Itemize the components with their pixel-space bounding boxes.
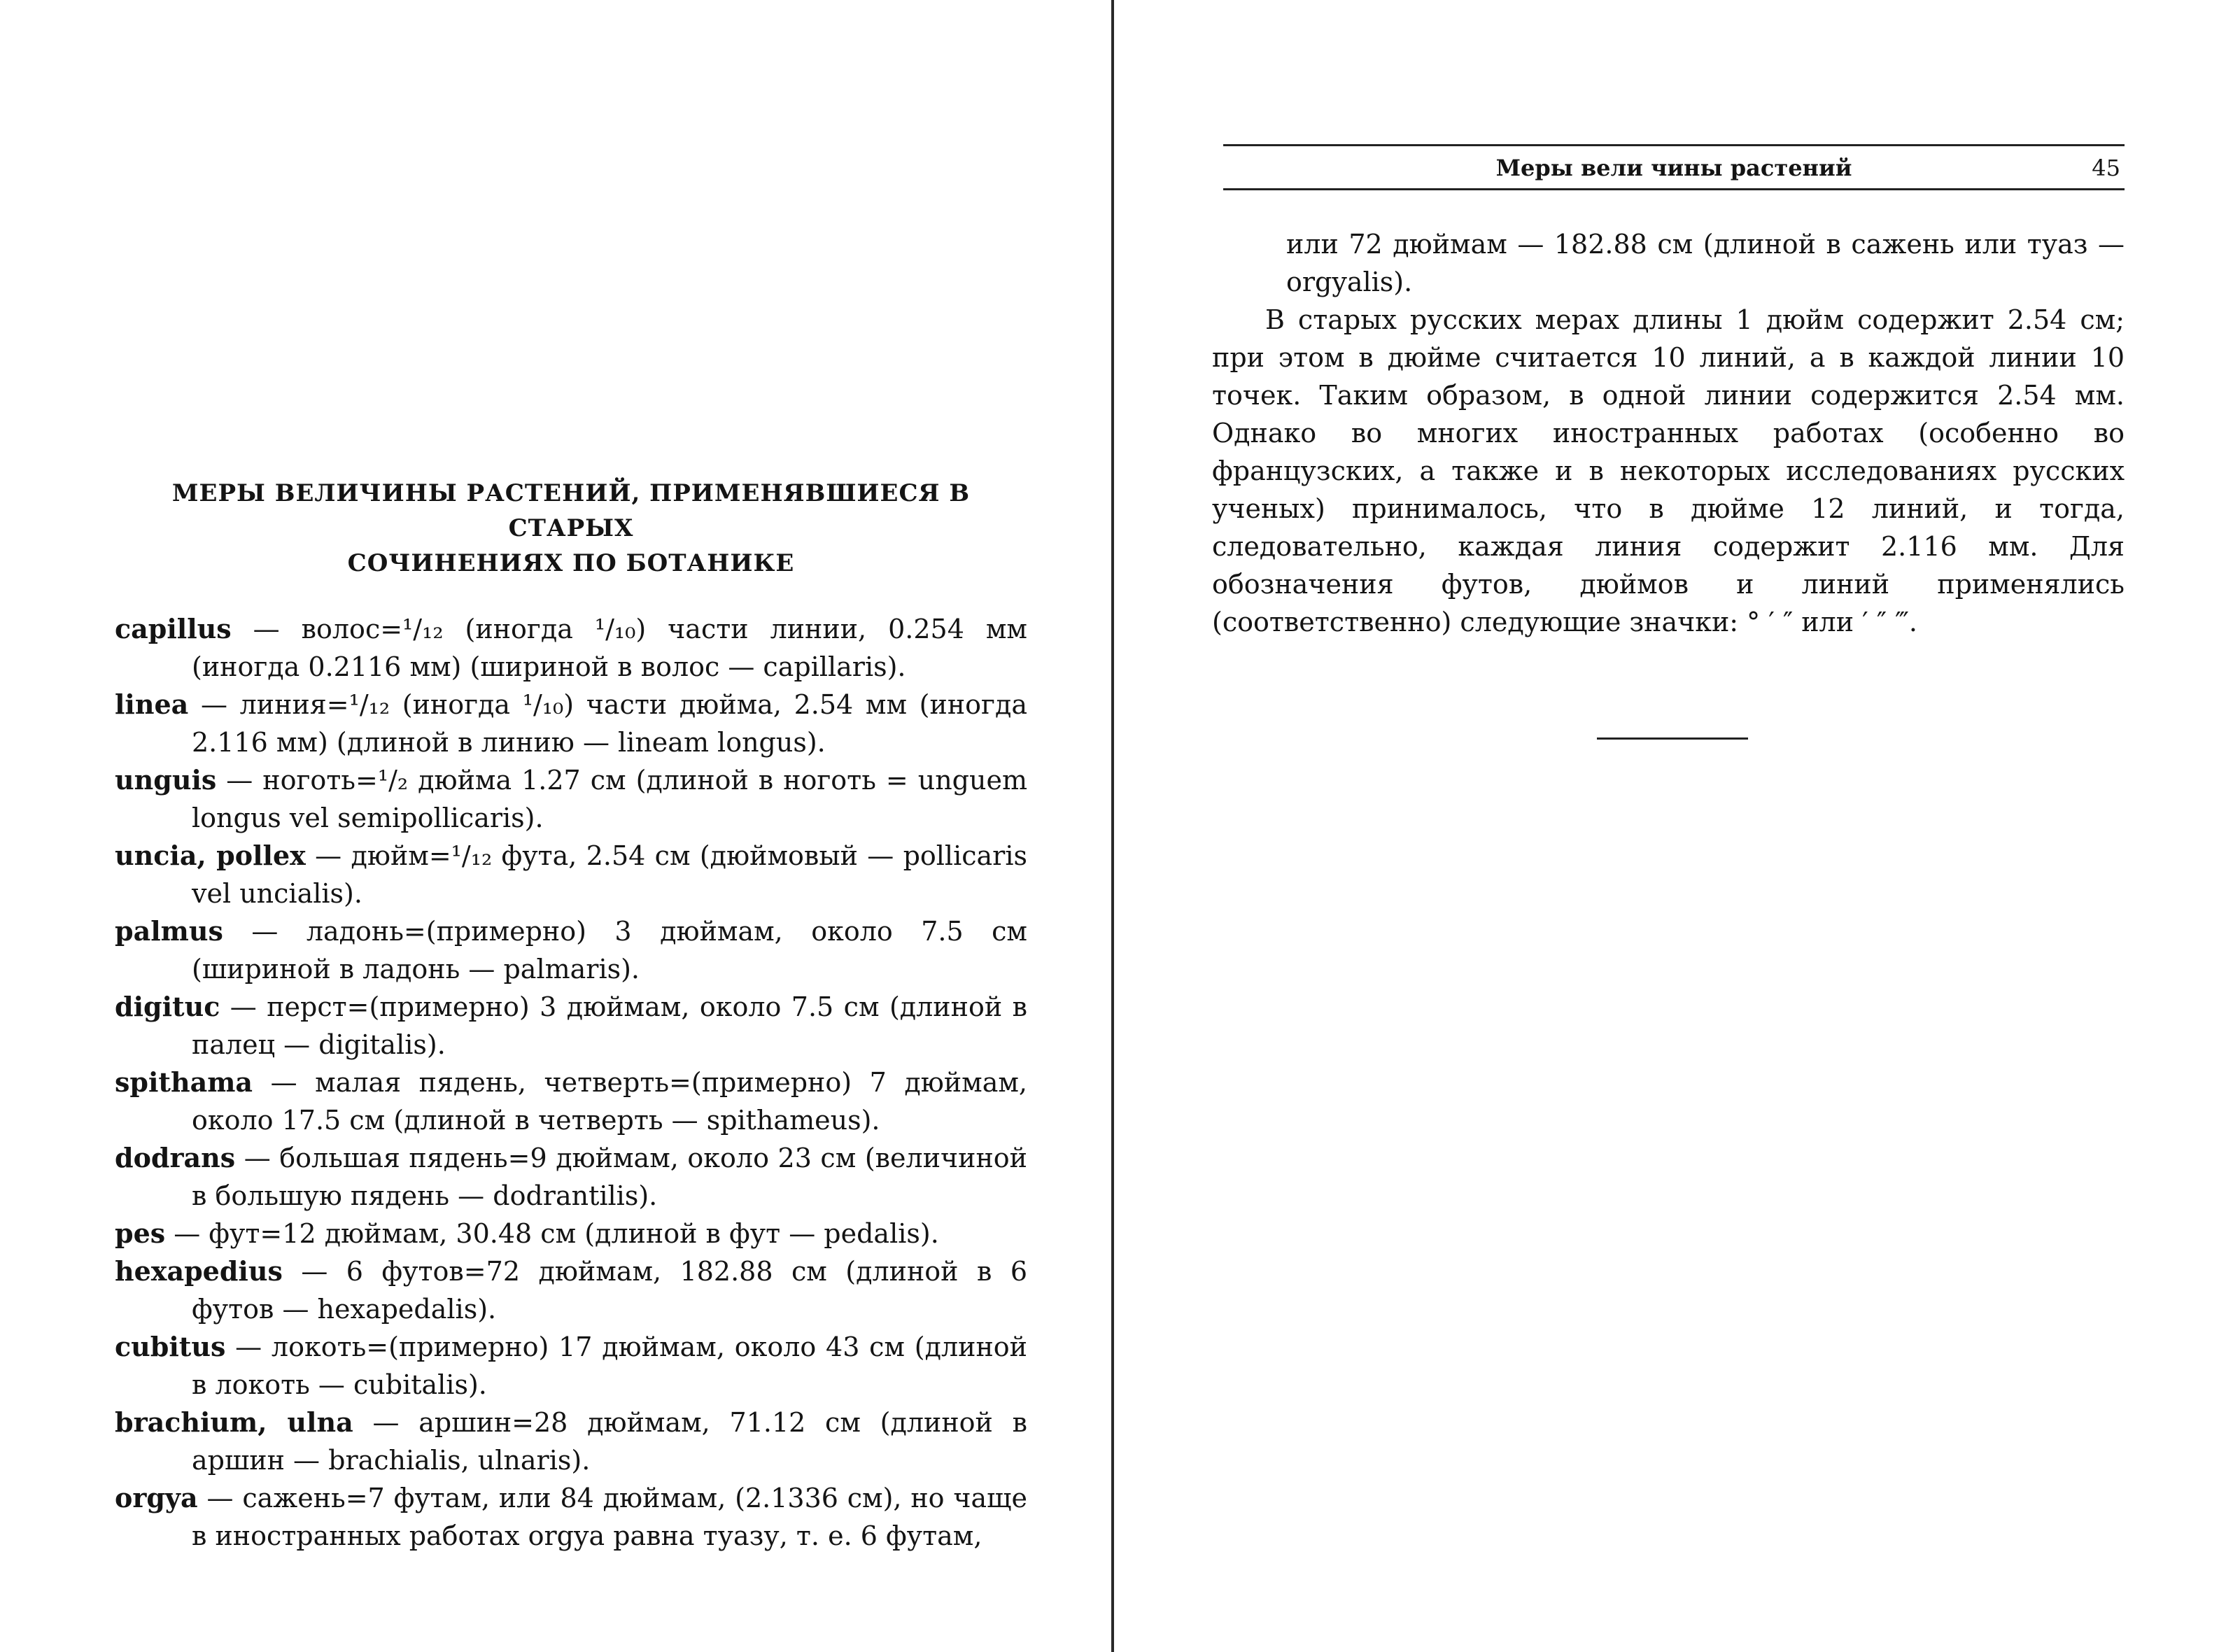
- list-item: [115, 837, 1027, 912]
- measures-list: [115, 610, 1027, 1555]
- right-page-body: [1212, 225, 2125, 641]
- list-item: [115, 1404, 1027, 1479]
- entry-term: capillus: [115, 613, 232, 644]
- running-title: Меры вели чины растений: [1495, 155, 1852, 181]
- entry-definition: — ноготь=¹/₂ дюйма 1.27 см (длиной в ноготь = unguem longus vel semipollicaris).: [192, 765, 1027, 833]
- list-item: [115, 761, 1027, 837]
- entry-term: hexapedius: [115, 1255, 283, 1287]
- list-item: [115, 1479, 1027, 1555]
- entry-term: digituc: [115, 991, 220, 1022]
- entry-definition: — дюйм=¹/₁₂ фута, 2.54 см (дюймовый — pollicaris vel uncialis).: [192, 840, 1027, 909]
- entry-definition: — волос=¹/₁₂ (иногда ¹/₁₀) части линии, 0.254 мм (иногда 0.2116 мм) (шириной в волос — capillaris).: [192, 614, 1027, 682]
- list-item: [115, 610, 1027, 686]
- entry-term: spithama: [115, 1066, 253, 1098]
- list-item: [115, 686, 1027, 761]
- page-number: 45: [2092, 155, 2120, 181]
- entry-definition: — ладонь=(примерно) 3 дюймам, около 7.5 см (шириной в ладонь — palmaris).: [192, 916, 1027, 984]
- entry-term: cubitus: [115, 1331, 226, 1362]
- entry-term: linea: [115, 689, 189, 720]
- list-item: [115, 1252, 1027, 1328]
- entry-definition: — сажень=7 футам, или 84 дюймам, (2.1336 см), но чаще в иностранных работах orgya равна туазу, т. е. 6 футам,: [192, 1483, 1027, 1551]
- list-item: [115, 988, 1027, 1064]
- chapter-title-line-1: МЕРЫ ВЕЛИЧИНЫ РАСТЕНИЙ, ПРИМЕНЯВШИЕСЯ В СТАРЫХ: [171, 479, 971, 542]
- entry-definition: — большая пядень=9 дюймам, около 23 см (величиной в большую пядень — dodrantilis).: [192, 1143, 1027, 1211]
- running-header: [1223, 144, 2125, 190]
- entry-term: uncia, pollex: [115, 840, 306, 871]
- chapter-title-line-2: СОЧИНЕНИЯХ ПО БОТАНИКЕ: [347, 549, 795, 577]
- list-item: [115, 1215, 1027, 1252]
- entry-definition: — малая пядень, четверть=(примерно) 7 дюймам, около 17.5 см (длиной в четверть — spithameus).: [192, 1067, 1027, 1136]
- list-item: [115, 912, 1027, 988]
- entry-definition: — 6 футов=72 дюймам, 182.88 см (длиной в 6 футов — hexapedalis).: [192, 1256, 1027, 1325]
- entry-definition: — линия=¹/₁₂ (иногда ¹/₁₀) части дюйма, 2.54 мм (иногда 2.116 мм) (длиной в линию — lineam longus).: [188, 689, 1027, 758]
- chapter-title: [112, 476, 1030, 581]
- entry-term: unguis: [115, 764, 217, 796]
- entry-term: pes: [115, 1217, 166, 1249]
- list-item: [115, 1139, 1027, 1215]
- entry-term: brachium, ulna: [115, 1406, 353, 1438]
- section-end-rule: [1597, 737, 1748, 740]
- entry-definition: — аршин=28 дюймам, 71.12 см (длиной в аршин — brachialis, ulnaris).: [192, 1407, 1028, 1476]
- continuation-text: или 72 дюймам — 182.88 см (длиной в сажень или туаз — orgyalis).: [1286, 229, 2125, 297]
- body-paragraph: В старых русских мерах длины 1 дюйм содержит 2.54 см; при этом в дюйме считается 10 линий, а в каждой линии 10 точек. Таким образом, в одной линии содержится 2.54 мм. Однако во многих иностранных работах (особенно во французских, а также и в некоторых исследованиях русских ученых) принималось, что в дюйме 12 линий, и тогда, следовательно, каждая линия содержит 2.116 мм. Для обозначения футов, дюймов и линий применялись (соответственно) следующие значки: ° ′ ″ или ′ ″ ‴.: [1212, 304, 2125, 637]
- entry-definition: — перст=(примерно) 3 дюймам, около 7.5 см (длиной в палец — digitalis).: [192, 991, 1027, 1060]
- entry-definition: — фут=12 дюймам, 30.48 см (длиной в фут — pedalis).: [165, 1218, 939, 1249]
- list-item: [115, 1064, 1027, 1139]
- entry-definition: — локоть=(примерно) 17 дюймам, около 43 см (длиной в локоть — cubitalis).: [192, 1332, 1027, 1400]
- entry-term: palmus: [115, 915, 223, 947]
- entry-term: dodrans: [115, 1142, 236, 1173]
- entry-term: orgya: [115, 1482, 198, 1513]
- list-item: [115, 1328, 1027, 1404]
